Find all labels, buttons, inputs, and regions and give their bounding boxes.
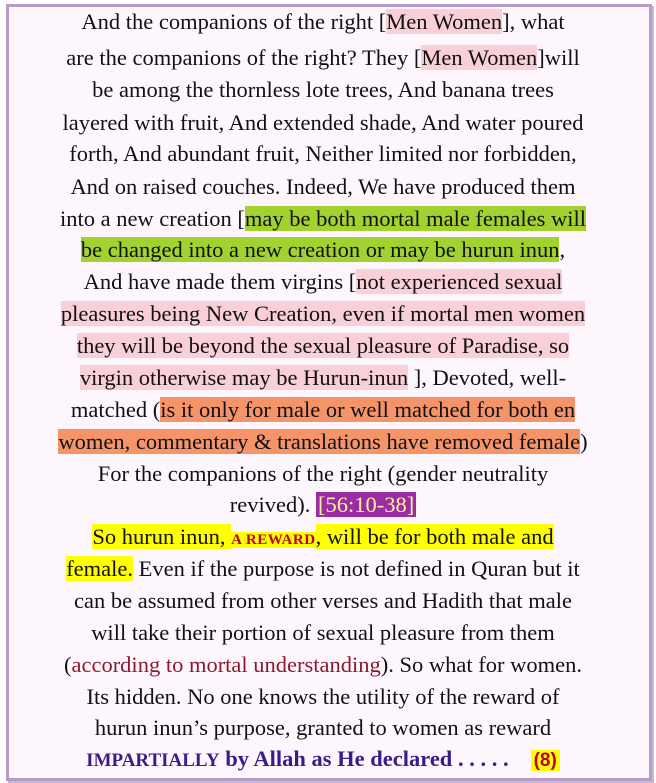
- text-line: [0, 489, 646, 520]
- text-line: [0, 74, 646, 105]
- verse-reference: [56:10-38]: [317, 492, 415, 517]
- text-line: [0, 649, 646, 680]
- highlight-pink: not experienced sexual: [356, 269, 563, 294]
- text-line: [0, 330, 646, 361]
- text-run: layered with fruit, And extended shade, And water poured: [62, 110, 584, 135]
- text-run: ). So what for women.: [380, 652, 582, 677]
- text-run: ,: [559, 237, 566, 262]
- text-run: can be assumed from other verses and Hadith that male: [74, 588, 572, 613]
- highlight-green: may be both mortal male females will: [244, 206, 587, 231]
- text-line: [0, 298, 646, 329]
- text-line: [0, 138, 646, 169]
- text-line: [0, 553, 646, 584]
- text-line: [0, 458, 646, 489]
- text-run: And have made them virgins [: [83, 269, 357, 294]
- text-run: hurun inun’s purpose, granted to women as reward: [94, 715, 552, 740]
- text-run: ], Devoted, well-: [408, 365, 567, 390]
- text-line: [0, 681, 646, 712]
- text-line: [0, 171, 646, 202]
- text-run: For the companions of the right (gender neutrality: [97, 461, 549, 486]
- highlight-yellow: So hurun inun,: [92, 524, 232, 549]
- text-run: ]will: [537, 45, 580, 70]
- text-line: [0, 6, 646, 37]
- text-line: [0, 234, 646, 265]
- text-run: be among the thornless lote trees, And banana trees: [92, 77, 554, 102]
- text-run: Its hidden. No one knows the utility of the reward of: [86, 684, 560, 709]
- text-run: into a new creation [: [59, 206, 245, 231]
- text-line: [0, 712, 646, 743]
- emphasis-maroon: according to mortal understanding: [71, 652, 381, 677]
- text-run: ): [580, 429, 588, 454]
- text-line: [0, 521, 646, 556]
- page-number: (8): [531, 750, 560, 771]
- emphasis-impartially: IMPARTIALLY: [86, 750, 220, 771]
- highlight-orange: women, commentary & translations have removed female: [58, 429, 581, 454]
- text-line: [0, 362, 646, 393]
- emphasis-declared: by Allah as He declared . . . . .: [219, 746, 509, 771]
- highlight-orange: is it only for male or well matched for both en: [160, 397, 576, 422]
- text-run: Even if the purpose is not defined in Quran but it: [133, 556, 580, 581]
- highlight-men-women: Men Women: [386, 9, 503, 34]
- text-line: [0, 585, 646, 616]
- reward-label: A REWARD: [231, 532, 316, 548]
- text-line: [0, 743, 646, 776]
- highlight-yellow: , will be for both male and: [315, 524, 554, 549]
- text-line: [0, 394, 646, 425]
- highlight-men-women: Men Women: [421, 45, 538, 70]
- text-run: And the companions of the right [: [81, 9, 387, 34]
- text-line: [0, 426, 646, 457]
- text-run: And on raised couches. Indeed, We have produced them: [70, 174, 576, 199]
- text-run: are the companions of the right? They [: [66, 45, 422, 70]
- text-line: [0, 617, 646, 648]
- highlight-yellow: female.: [66, 556, 134, 581]
- text-line: [0, 203, 646, 234]
- text-line: [0, 42, 646, 73]
- highlight-pink: virgin otherwise may be Hurun-inun: [79, 365, 409, 390]
- text-run: (: [63, 652, 72, 677]
- text-run: matched (: [70, 397, 161, 422]
- highlight-pink: they will be beyond the sexual pleasure of Paradise, so: [76, 333, 570, 358]
- text-run: forth, And abundant fruit, Neither limited nor forbidden,: [69, 141, 577, 166]
- text-run: revived).: [229, 492, 316, 517]
- text-run: will take their portion of sexual pleasure from them: [91, 620, 555, 645]
- text-line: [0, 107, 646, 138]
- highlight-green: be changed into a new creation or may be hurun inun: [80, 237, 560, 262]
- highlight-pink: pleasures being New Creation, even if mortal men women: [60, 301, 586, 326]
- text-run: ], what: [502, 9, 565, 34]
- text-line: [0, 266, 646, 297]
